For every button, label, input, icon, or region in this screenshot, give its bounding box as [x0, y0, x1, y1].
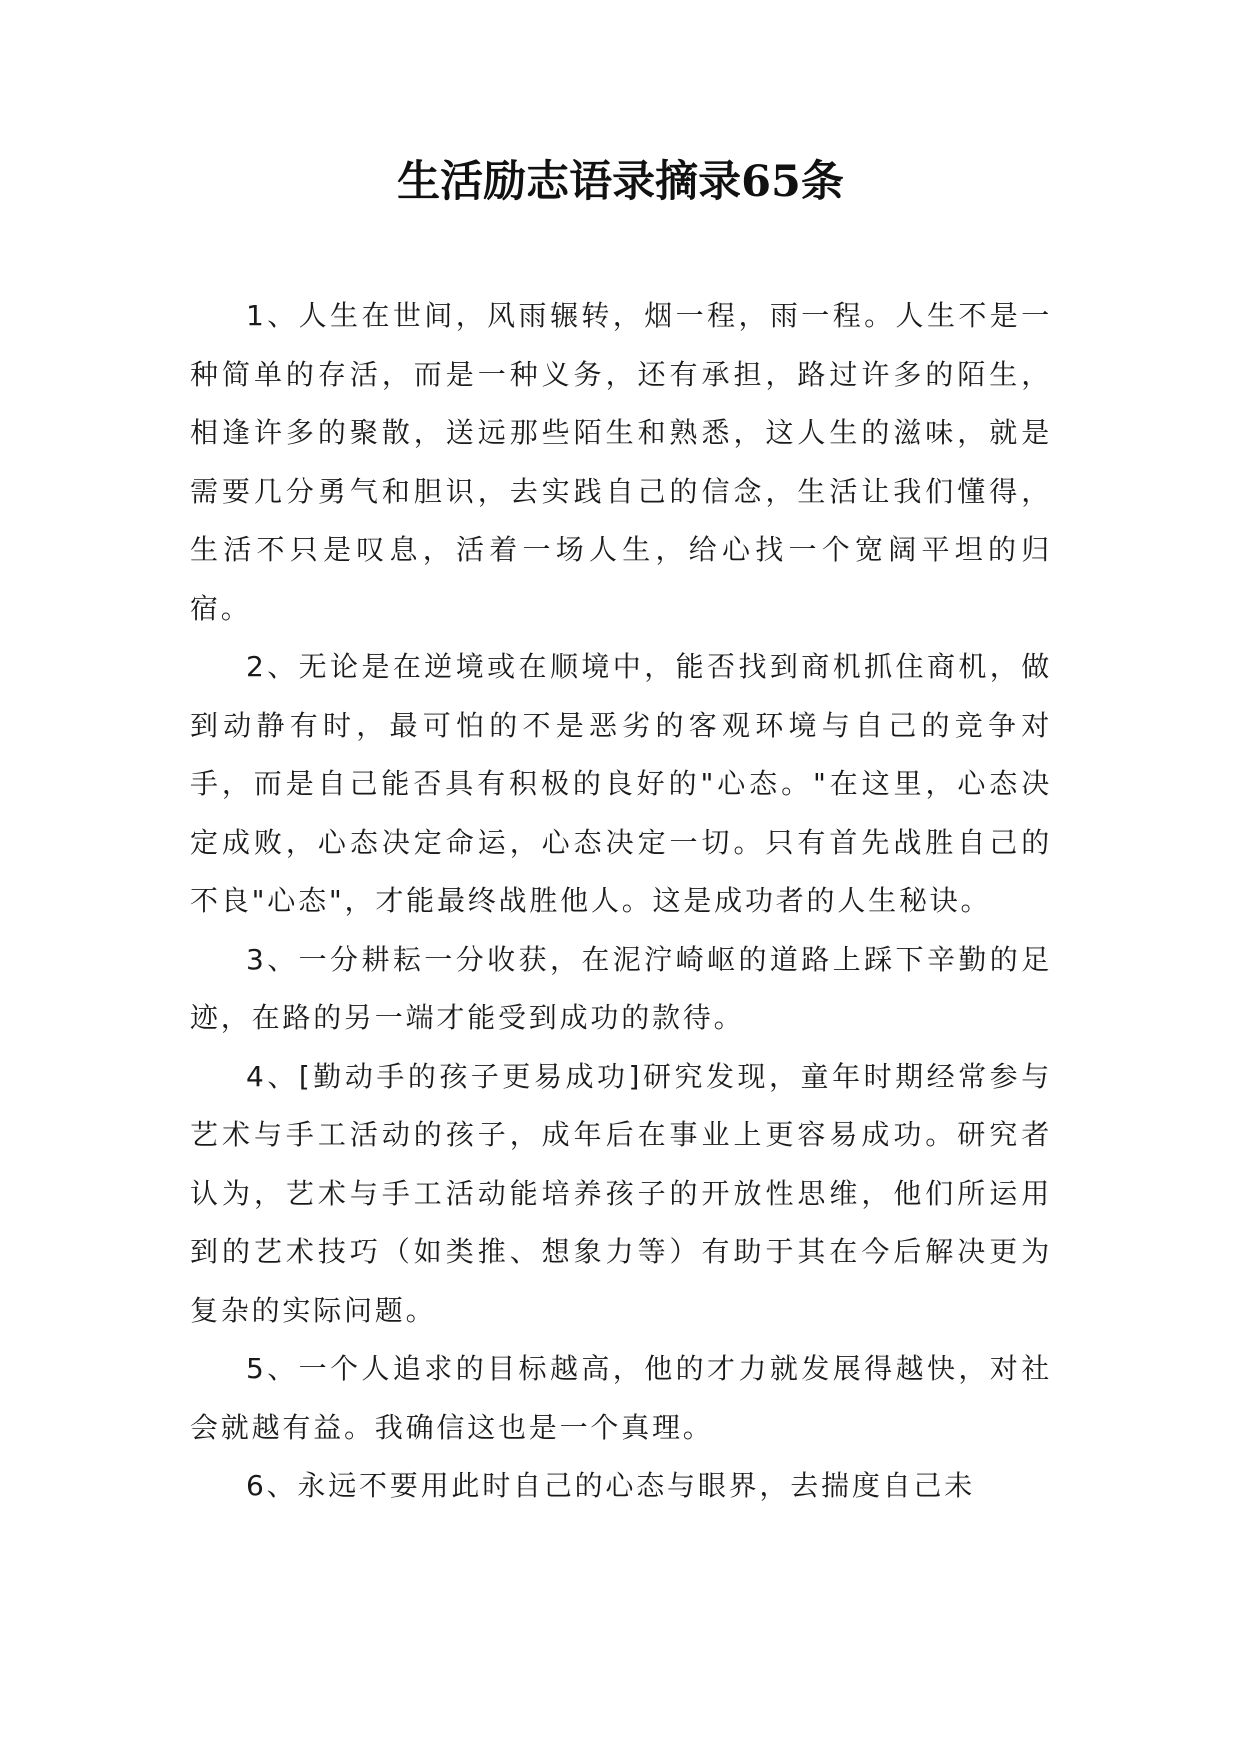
paragraph-4: 4、[勤动手的孩子更易成功]研究发现，童年时期经常参与艺术与手工活动的孩子，成年后在事业上更容易成功。研究者认为，艺术与手工活动能培养孩子的开放性思维，他们所运用到的艺术技巧（如类推、想象力等）有助于其在今后解决更为复杂的实际问题。 [190, 1059, 1052, 1327]
paragraph-1: 1、人生在世间，风雨辗转，烟一程，雨一程。人生不是一种简单的存活，而是一种义务，还有承担，路过许多的陌生，相逢许多的聚散，送远那些陌生和熟悉，这人生的滋味，就是需要几分勇气和胆识，去实践自己的信念，生活让我们懂得，生活不只是叹息，活着一场人生，给心找一个宽阔平坦的归宿。 [190, 299, 1052, 625]
paragraph-2: 2、无论是在逆境或在顺境中，能否找到商机抓住商机，做到动静有时，最可怕的不是恶劣的客观环境与自己的竞争对手，而是自己能否具有积极的良好的"心态。"在这里，心态决定成败，心态决定命运，心态决定一切。只有首先战胜自己的不良"心态"，才能最终战胜他人。这是成功者的人生秘诀。 [190, 650, 1052, 917]
document-body [190, 287, 1052, 1516]
document-title: 生活励志语录摘录65条 [397, 157, 844, 207]
paragraph-6: 6、永远不要用此时自己的心态与眼界，去揣度自己未 [246, 1469, 976, 1502]
paragraph-5: 5、一个人追求的目标越高，他的才力就发展得越快，对社会就越有益。我确信这也是一个真理。 [190, 1352, 1052, 1444]
paragraph-3: 3、一分耕耘一分收获，在泥泞崎岖的道路上踩下辛勤的足迹，在路的另一端才能受到成功的款待。 [190, 942, 1052, 1034]
